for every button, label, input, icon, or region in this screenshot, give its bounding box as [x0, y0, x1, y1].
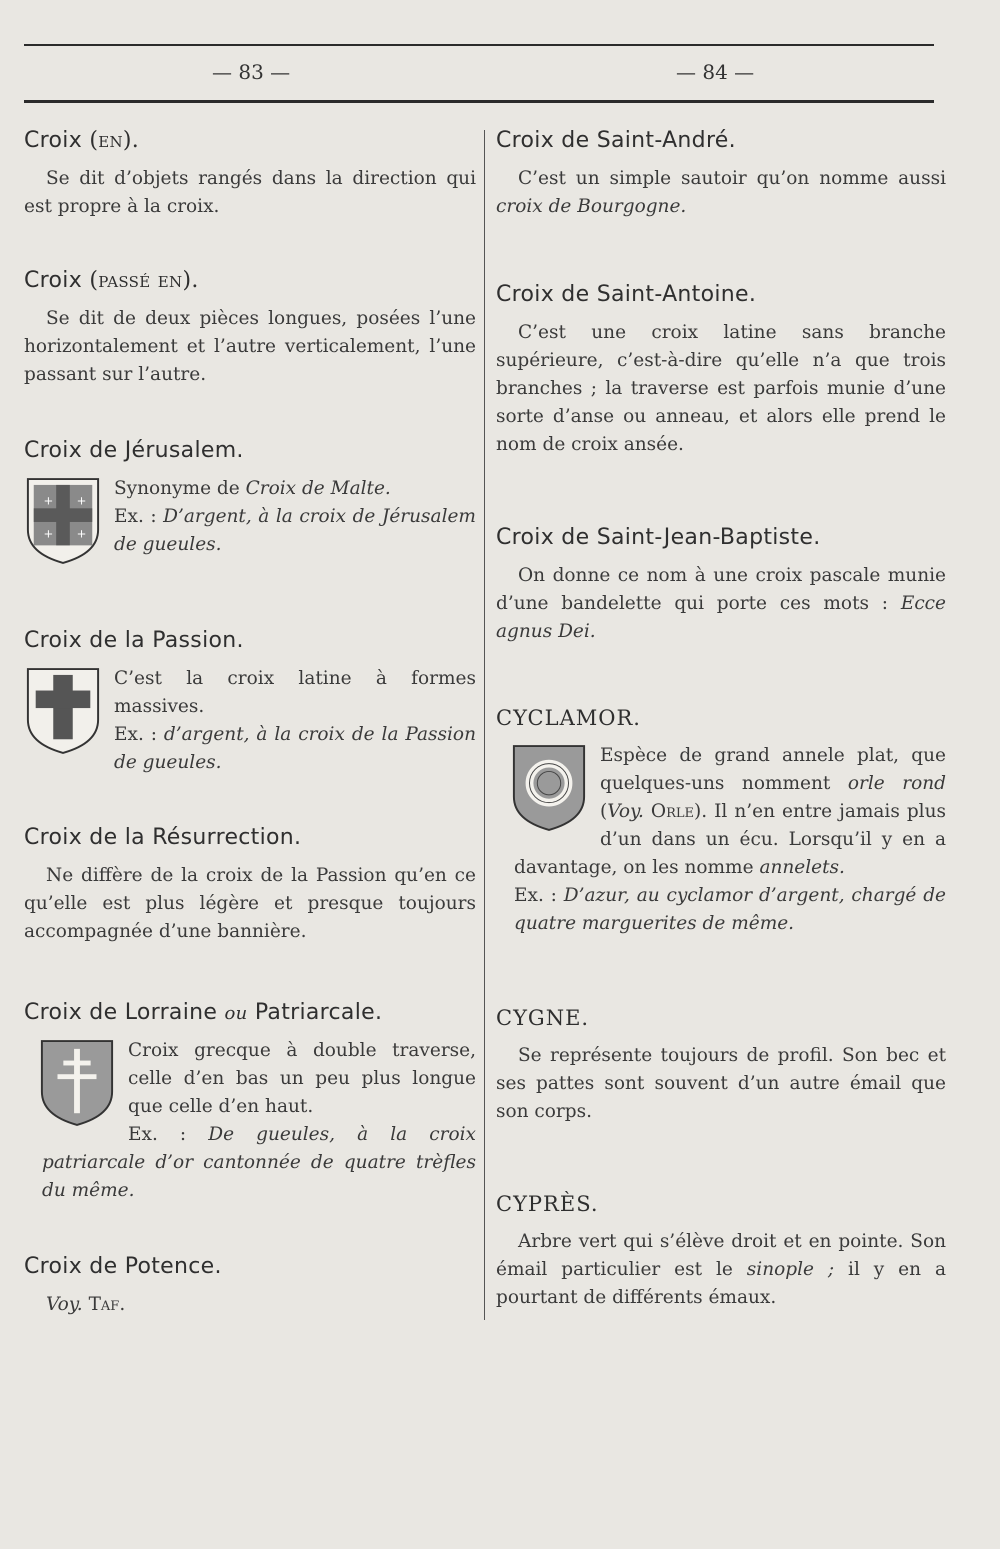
- entry-croix-saint-jean-baptiste: [496, 525, 946, 646]
- entry-cygne: [496, 1006, 946, 1126]
- entry-croix-en: [24, 128, 476, 221]
- entry-croix-saint-andre: [496, 128, 946, 221]
- page-number-right: — 84 —: [676, 60, 755, 84]
- entry-croix-potence: [24, 1254, 476, 1319]
- entry-text: Se représente toujours de profil. Son bec et ses pattes sont souvent d’un autre émail que son corps.: [496, 1045, 946, 1122]
- entry-croix-passion: [24, 628, 476, 777]
- entry-heading: Croix de Saint-Antoine.: [496, 282, 757, 307]
- entry-text: Arbre vert qui s’élève droit et en pointe. Son émail particulier est le sinople ; il y en a pourtant de différents émaux.: [496, 1231, 947, 1308]
- entry-heading: Croix de Saint-André.: [496, 128, 736, 153]
- entry-croix-resurrection: [24, 825, 476, 946]
- entry-heading: CYPRÈS.: [496, 1192, 599, 1216]
- page-number-left: — 83 —: [212, 60, 291, 84]
- header-rule: [24, 100, 934, 103]
- passion-cross-shield-icon: [24, 665, 102, 757]
- entry-heading: Croix de Jérusalem.: [24, 438, 244, 463]
- entry-text: C’est un simple sautoir qu’on nomme aussi croix de Bourgogne.: [496, 168, 946, 217]
- svg-text:+: +: [43, 526, 54, 541]
- entry-text: Espèce de grand annele plat, que quelques-uns nomment orle rond (Voy. Orle). Il n’en entre jamais plus d’un dans un écu. Lorsqu’il y en a davantage, on les nomme annelets. Ex. : D’azur, au cyclamor d’argent, chargé de quatre marguerites de même.: [514, 745, 947, 934]
- column-divider: [484, 130, 485, 1320]
- entry-heading: Croix (en).: [24, 128, 140, 153]
- entry-text: Croix grecque à double traverse, celle d’en bas un peu plus longue que celle d’en haut. Ex. : De gueules, à la croix patriarcale d’or cantonnée de quatre trèfles du même.: [42, 1040, 476, 1201]
- entry-croix-passe-en: [24, 268, 476, 389]
- jerusalem-cross-shield-icon: [24, 475, 102, 567]
- entry-heading: Croix de la Passion.: [24, 628, 244, 653]
- svg-text:+: +: [76, 526, 87, 541]
- entry-heading: Croix de Lorraine ou Patriarcale.: [24, 1000, 383, 1025]
- entry-croix-lorraine: [24, 1000, 476, 1205]
- top-rule: [24, 44, 934, 46]
- entry-text: C’est une croix latine sans branche supérieure, c’est-à-dire qu’elle n’a que trois branches ; la traverse est parfois munie d’une sorte d’anse ou anneau, et alors elle prend le nom de croix ansée.: [496, 322, 946, 455]
- entry-heading: Croix de la Résurrection.: [24, 825, 302, 850]
- lorraine-cross-shield-icon: [38, 1037, 116, 1129]
- entry-croix-jerusalem: [24, 438, 476, 573]
- entry-cypres: [496, 1192, 946, 1312]
- entry-heading: Croix de Potence.: [24, 1254, 222, 1279]
- entry-heading: Croix de Saint-Jean-Baptiste.: [496, 525, 821, 550]
- entry-heading: CYCLAMOR.: [496, 706, 641, 730]
- svg-text:+: +: [76, 493, 87, 508]
- entry-heading: Croix (passé en).: [24, 268, 199, 293]
- entry-text: On donne ce nom à une croix pascale munie d’une bandelette qui porte ces mots : Ecce agnus Dei.: [496, 565, 946, 642]
- entry-croix-saint-antoine: [496, 282, 946, 459]
- entry-text: Ne diffère de la croix de la Passion qu’en ce qu’elle est plus légère et presque toujours accompagnée d’une bannière.: [24, 865, 476, 942]
- entry-heading: CYGNE.: [496, 1006, 590, 1030]
- entry-text: Synonyme de Croix de Malte. Ex. : D’argent, à la croix de Jérusalem de gueules.: [114, 478, 476, 555]
- entry-cyclamor: [496, 706, 946, 938]
- entry-text: Se dit d’objets rangés dans la direction qui est propre à la croix.: [24, 168, 476, 217]
- cyclamor-shield-icon: [510, 742, 588, 834]
- entry-text: C’est la croix latine à formes massives. Ex. : d’argent, à la croix de la Passion de gueules.: [114, 668, 476, 773]
- svg-text:+: +: [43, 493, 54, 508]
- entry-text: Se dit de deux pièces longues, posées l’une horizontalement et l’autre verticalement, l’une passant sur l’autre.: [24, 308, 476, 385]
- entry-text: Voy. Taf.: [46, 1294, 126, 1315]
